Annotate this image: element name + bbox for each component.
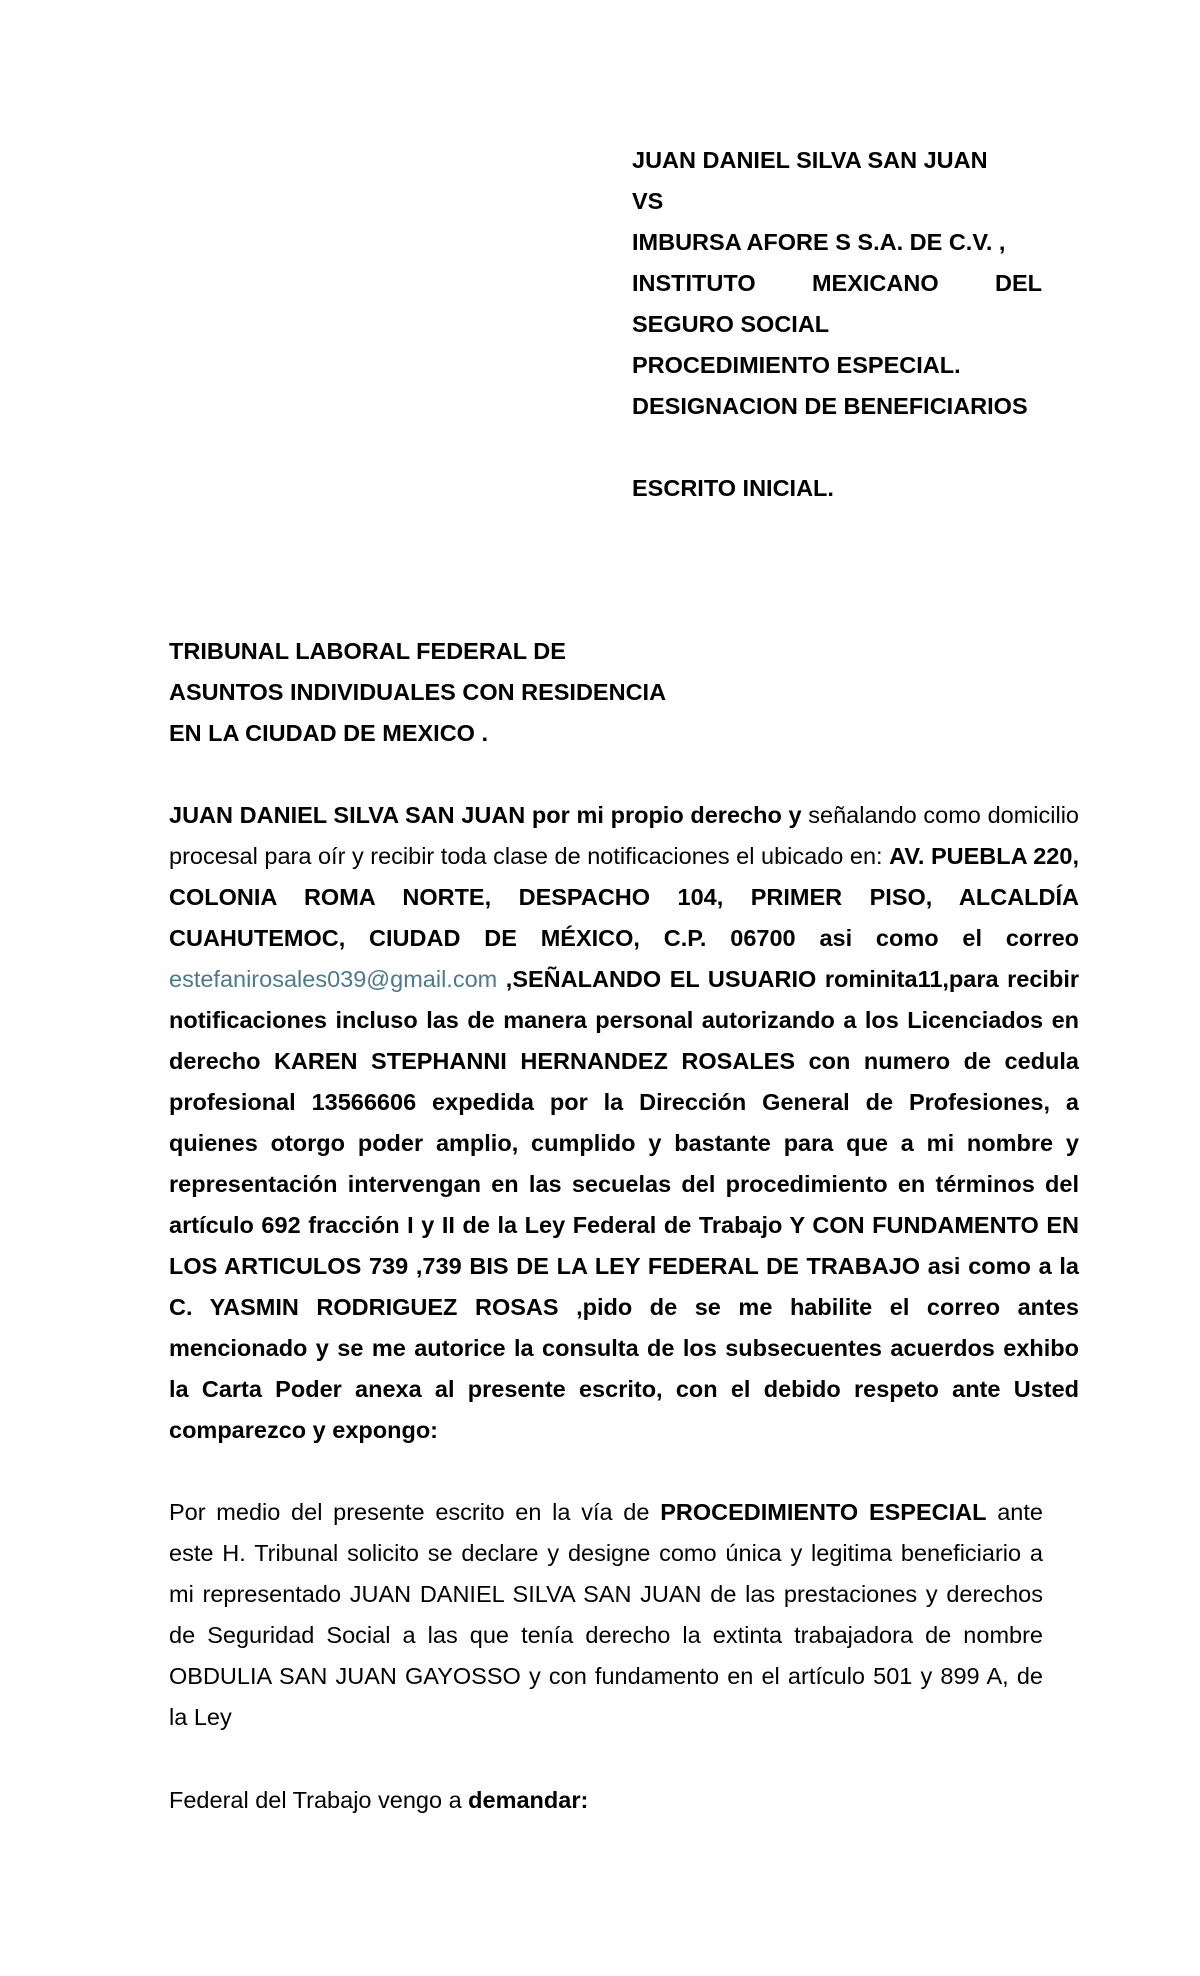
caption-document-type: ESCRITO INICIAL.	[632, 475, 834, 501]
court-address	[169, 631, 869, 754]
caption-defendant-2: INSTITUTO MEXICANO DEL	[632, 270, 1042, 296]
appearance-address: AV. PUEBLA 220, COLONIA ROMA NORTE, DESPACHO 104, PRIMER PISO, ALCALDÍA CUAHUTEMOC, CIUDAD DE MÉXICO, C.P. 06700 asi como el correo	[169, 843, 1079, 951]
caption-versus: VS	[632, 188, 664, 214]
demand-keyword: demandar:	[468, 1787, 589, 1813]
appearance-domicile-text: señalando como domicilio procesal para oír y recibir toda clase de notificaciones el ubicado en:	[169, 802, 1079, 869]
caption-subject: DESIGNACION DE BENEFICIARIOS	[632, 393, 1028, 419]
court-line: ASUNTOS INDIVIDUALES CON RESIDENCIA	[169, 679, 667, 705]
request-intro: Por medio del presente escrito en la vía de	[169, 1499, 661, 1525]
caption-defendant-1: IMBURSA AFORE S S.A. DE C.V. ,	[632, 229, 1006, 255]
appearance-intro: JUAN DANIEL SILVA SAN JUAN por mi propio derecho y	[169, 802, 809, 828]
request-procedure: PROCEDIMIENTO ESPECIAL	[660, 1499, 987, 1525]
request-body: ante este H. Tribunal solicito se declare y designe como única y legitima beneficiario a mi representado JUAN DANIEL SILVA SAN JUAN de las prestaciones y derechos de Seguridad Social a las que tenía derecho la extinta trabajadora de nombre OBDULIA SAN JUAN GAYOSSO y con fundamento en el artículo 501 y 899 A, de la Ley	[169, 1499, 1043, 1730]
caption-plaintiff: JUAN DANIEL SILVA SAN JUAN	[632, 147, 988, 173]
email-link[interactable]: estefanirosales039@gmail.com	[169, 966, 498, 992]
caption-spacer	[632, 427, 1042, 468]
appearance-authorization: ,SEÑALANDO EL USUARIO rominita11,para recibir notificaciones incluso las de manera personal autorizando a los Licenciados en derecho KAREN STEPHANNI HERNANDEZ ROSALES con numero de cedula profesional 13566606 expedida por la Dirección General de Profesiones, a quienes otorgo poder amplio, cumplido y bastante para que a mi nombre y representación intervengan en las secuelas del procedimiento en términos del artículo 692 fracción I y II de la Ley Federal de Trabajo Y CON FUNDAMENTO EN LOS ARTICULOS 739 ,739 BIS DE LA LEY FEDERAL DE TRABAJO asi como a la C. YASMIN RODRIGUEZ ROSAS ,pido de se me habilite el correo antes mencionado y se me autorice la consulta de los subsecuentes acuerdos exhibo la Carta Poder anexa al presente escrito, con el debido respeto ante Usted comparezco y expongo:	[169, 966, 1079, 1443]
demand-paragraph	[169, 1780, 1079, 1821]
demand-intro: Federal del Trabajo vengo a	[169, 1787, 469, 1813]
case-caption	[632, 140, 1042, 509]
appearance-paragraph	[169, 795, 1079, 1451]
caption-defendant-2-cont: SEGURO SOCIAL	[632, 311, 830, 337]
caption-procedure: PROCEDIMIENTO ESPECIAL.	[632, 352, 961, 378]
court-line: EN LA CIUDAD DE MEXICO .	[169, 720, 489, 746]
request-paragraph	[169, 1492, 1043, 1738]
court-line: TRIBUNAL LABORAL FEDERAL DE	[169, 638, 566, 664]
